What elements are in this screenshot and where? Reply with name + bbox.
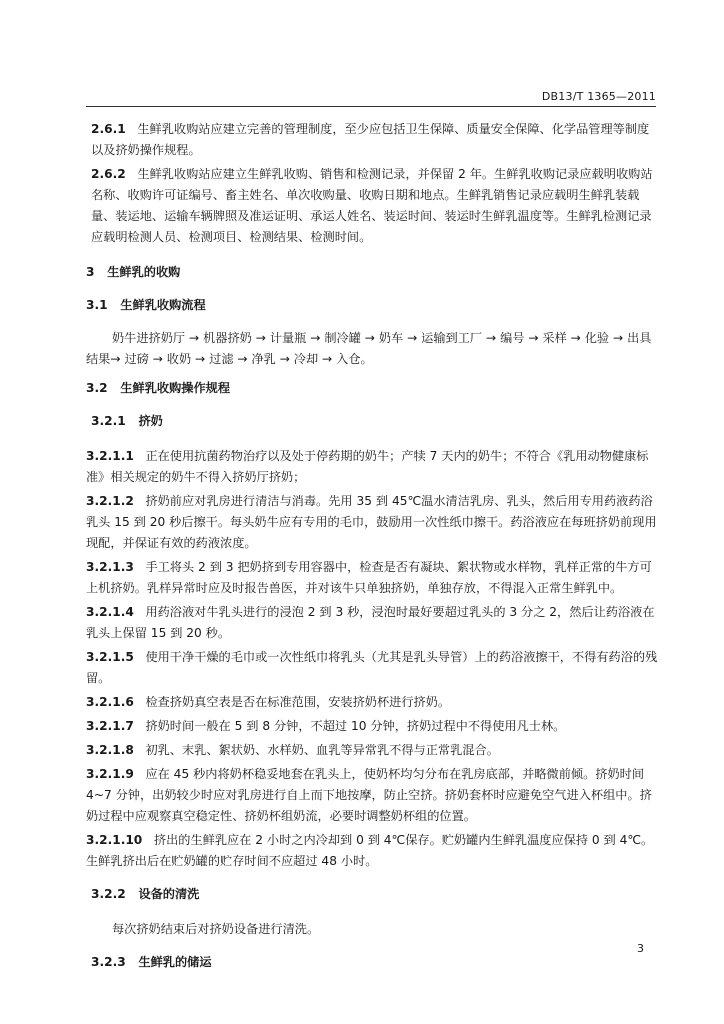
clause-2-6-2: 2.6.2 生鲜乳收购站应建立生鲜乳收购、销售和检测记录，并保留 2 年。生鲜乳收购记录应载明收购站名称、收购许可证编号、畜主姓名、单次收购量、收购日期和地点。生鲜乳销售记录应载明生鲜乳装载量、装运地、运输车辆牌照及准运证明、承运人姓名、装运时间、装运时生鲜乳温度等。生鲜乳检测记录应载明检测人员、检测项目、检测结果、检测时间。 [91, 167, 653, 244]
equipment-cleaning-text: 每次挤奶结束后对挤奶设备进行清洗。 [112, 922, 320, 936]
section-3-2-heading: 3.2 生鲜乳收购操作规程 [86, 381, 231, 395]
section-3-heading: 3 生鲜乳的收购 [86, 265, 181, 279]
clause-3-2-1-5: 3.2.1.5 使用干净干燥的毛巾或一次性纸巾将乳头（尤其是乳头导管）上的药浴液擦干，不得有药浴的残留。 [86, 650, 658, 685]
clause-3-2-1-10: 3.2.1.10 挤出的生鲜乳应在 2 小时之内冷却到 0 到 4℃保存。贮奶罐内生鲜乳温度应保持 0 到 4℃。生鲜乳挤出后在贮奶罐的贮存时间不应超过 48 小时。 [86, 833, 654, 868]
clause-3-2-1-9: 3.2.1.9 应在 45 秒内将奶杯稳妥地套在乳头上，使奶杯均匀分布在乳房底部，并略微前倾。挤奶时间 4~7 分钟，出奶较少时应对乳房进行自上而下地按摩，防止空挤。挤奶套杯时应避免空气进入杯组中。挤奶过程中应观察真空稳定性、挤奶杯组奶流，必要时调整奶杯组的位置。 [86, 767, 652, 823]
document-body [86, 119, 658, 987]
clause-3-2-1-4: 3.2.1.4 用药浴液对牛乳头进行的浸泡 2 到 3 秒，浸泡时最好要超过乳头的 3 分之 2，然后让药浴液在乳头上保留 15 到 20 秒。 [86, 605, 655, 640]
document-code: DB13/T 1365—2011 [541, 90, 656, 103]
clause-3-2-1-8: 3.2.1.8 初乳、末乳、絮状奶、水样奶、血乳等异常乳不得与正常乳混合。 [86, 743, 499, 757]
section-3-2-2-heading: 3.2.2 设备的清洗 [91, 887, 200, 901]
clause-3-2-1-2: 3.2.1.2 挤奶前应对乳房进行清洁与消毒。先用 35 到 45℃温水清洁乳房、乳头，然后用专用药液药浴乳头 15 到 20 秒后擦干。每头奶牛应有专用的毛巾，鼓励用一次性纸巾擦干。药浴液应在每班挤奶前现用现配，并保证有效的药液浓度。 [86, 494, 657, 550]
clause-3-2-1-3: 3.2.1.3 手工将头 2 到 3 把奶挤到专用容器中，检查是否有凝块、絮状物或水样物，乳样正常的牛方可上机挤奶。乳样异常时应及时报告兽医，并对该牛只单独挤奶，单独存放，不得混入正常生鲜乳中。 [86, 560, 652, 595]
clause-3-2-1-7: 3.2.1.7 挤奶时间一般在 5 到 8 分钟，不超过 10 分钟，挤奶过程中不得使用凡士林。 [86, 719, 566, 733]
collection-flow: 奶牛进挤奶厅 → 机器挤奶 → 计量瓶 → 制冷罐 → 奶车 → 运输到工厂 → 编号 → 采样 → 化验 → 出具结果→ 过磅 → 收奶 → 过滤 → 净乳 → 冷却 → 入仓。 [86, 331, 652, 366]
clause-2-6-1: 2.6.1 生鲜乳收购站应建立完善的管理制度，至少应包括卫生保障、质量安全保障、化学品管理等制度以及挤奶操作规程。 [91, 122, 650, 157]
header-rule [86, 106, 656, 107]
section-3-2-1-heading: 3.2.1 挤奶 [91, 414, 163, 428]
section-3-1-heading: 3.1 生鲜乳收购流程 [86, 298, 206, 312]
clause-3-2-1-1: 3.2.1.1 正在使用抗菌药物治疗以及处于停药期的奶牛；产犊 7 天内的奶牛；不符合《乳用动物健康标准》相关规定的奶牛不得入挤奶厅挤奶； [86, 449, 649, 484]
page-number: 3 [637, 942, 644, 955]
section-3-2-3-heading: 3.2.3 生鲜乳的储运 [91, 955, 212, 969]
clause-3-2-1-6: 3.2.1.6 检查挤奶真空表是否在标准范围，安装挤奶杯进行挤奶。 [86, 695, 451, 709]
